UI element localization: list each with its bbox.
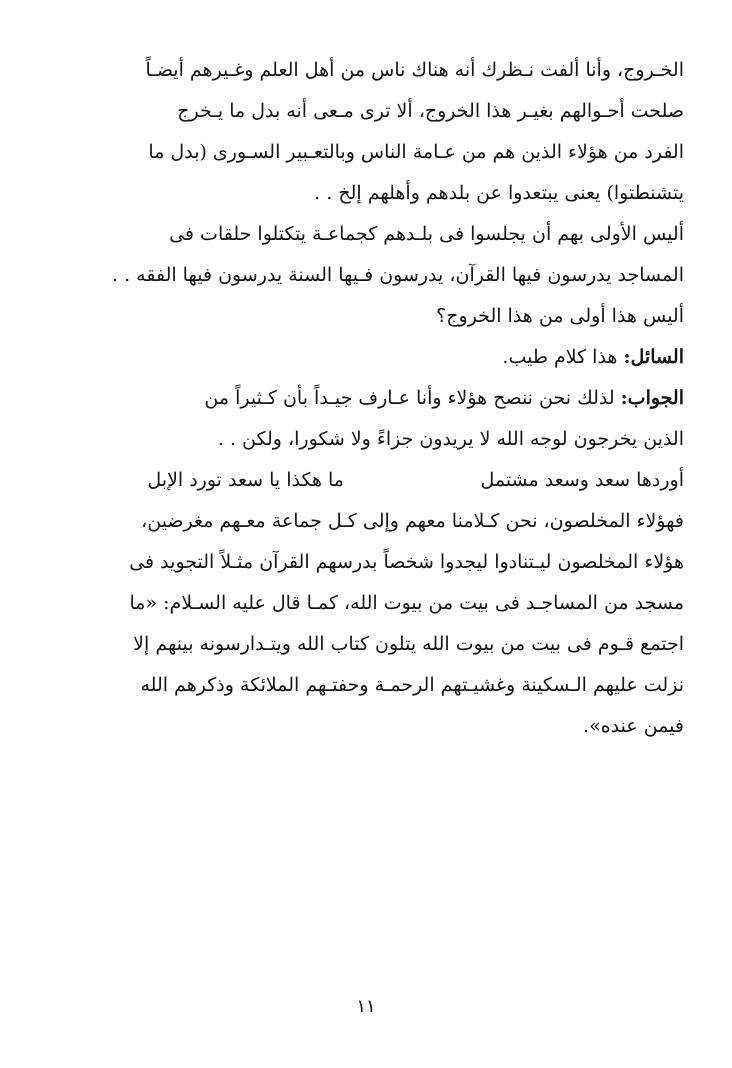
- closing-line-2: هؤلاء المخلصون ليـتنادوا ليجدوا شخصاً بدرسهم القرآن مثـلاً التجويد فى: [129, 551, 684, 573]
- text-line-2: صلحت أحـوالهم بغيـر هذا الخروج، ألا ترى مـعى أنه بدل ما يـخرج: [177, 100, 684, 122]
- questioner-text: هذا كلام طيب.: [502, 346, 624, 368]
- closing-line-6: فيمن عنده».: [583, 715, 684, 737]
- verse-second-hemistich: ما هكذا يا سعد تورد الإبل: [147, 469, 344, 491]
- text-line-5: أليس الأولى بهم أن يجلسوا فى بلـدهم كجماعـة يتكتلوا حلقات فى: [169, 223, 684, 245]
- text-line-3: الفرد من هؤلاء الذين هم من عـامة الناس وبالتعـبير السـورى (بدل ما: [148, 141, 684, 163]
- text-line-6: المساجد يدرسون فيها القرآن، يدرسون فـيها السنة يدرسون فيها الفقه . .: [112, 264, 684, 286]
- verse: [52, 460, 684, 501]
- answer-text: لذلك نحن ننصح هؤلاء وأنا عـارف جيـداً بأن كـثيراً من: [204, 387, 621, 409]
- text-line-4: يتشنطتوا) يعنى يبتعدوا عن بلدهم وأهلهم إلخ . .: [314, 182, 684, 204]
- text-line-1: الخـروج، وأنا ألفت نـظرك أنه هناك ناس من أهل العلم وغـيرهم أيضـاً: [145, 59, 684, 81]
- text-line-7: أليس هذا أولى من هذا الخروج؟: [436, 305, 684, 327]
- body-text: [52, 50, 684, 747]
- verse-first-hemistich: أوردها سعد وسعد مشتمل: [480, 469, 684, 491]
- answer-line-1: [52, 378, 684, 419]
- questioner-line: [52, 337, 684, 378]
- page-number: ١١: [356, 996, 376, 1017]
- closing-line-5: نزلت عليهم الـسكينة وغشيـتهم الرحمـة وحفتـهم الملائكة وذكرهم الله: [140, 674, 684, 696]
- questioner-label: السائل:: [623, 346, 684, 368]
- answer-line-2: الذين يخرجون لوجه الله لا يريدون جزاءً ولا شكورا، ولكن . .: [217, 428, 684, 450]
- closing-line-1: فهؤلاء المخلصون، نحن كـلامنا معهم وإلى كـل جماعة معـهم مغرضين،: [141, 510, 684, 532]
- closing-line-3: مسجد من المساجـد فى بيت من بيوت الله، كمـا قال عليه السـلام: «ما: [129, 592, 684, 614]
- answer-label: الجواب:: [620, 387, 684, 409]
- closing-line-4: اجتمع قـوم فى بيت من بيوت الله يتلون كتاب الله ويتـدارسونه بينهم إلا: [133, 633, 684, 655]
